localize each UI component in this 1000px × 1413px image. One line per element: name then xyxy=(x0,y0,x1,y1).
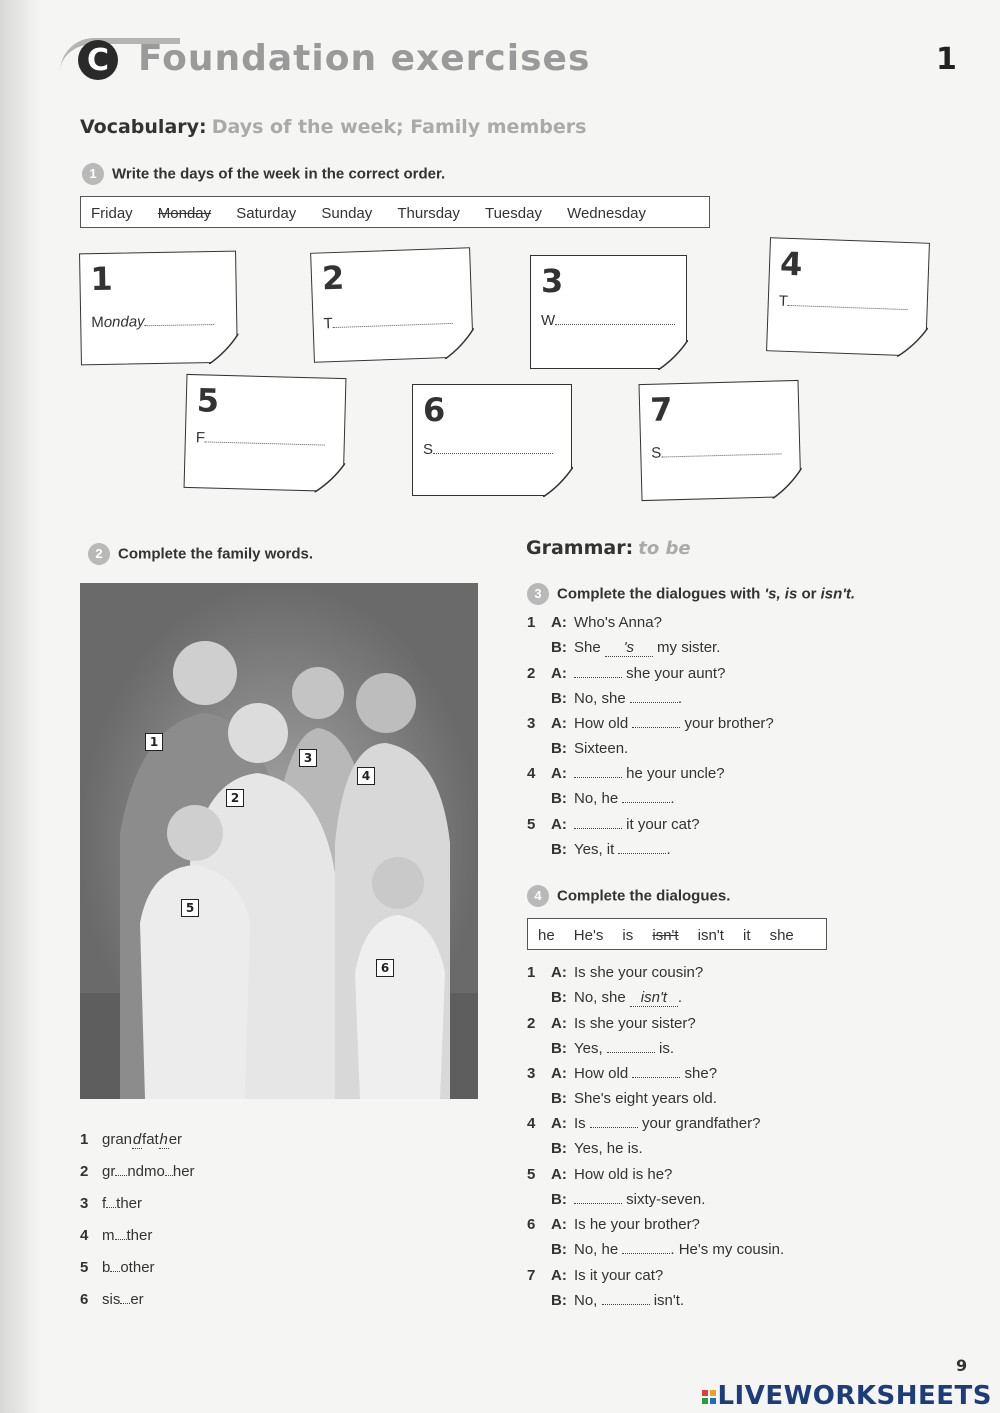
liveworksheets-logo[interactable]: LIVEWORKSHEETS xyxy=(702,1381,992,1411)
vocabulary-heading: Vocabulary: Days of the week; Family members xyxy=(80,116,587,138)
answer-blank[interactable] xyxy=(574,677,622,678)
unit-number: 1 xyxy=(936,42,957,77)
word-tuesday: Tuesday xyxy=(484,205,542,222)
answer-blank[interactable] xyxy=(632,727,680,728)
word-friday: Friday xyxy=(91,205,133,222)
letter-blank[interactable] xyxy=(110,1271,120,1272)
answer-blank[interactable] xyxy=(590,1127,638,1128)
exercise-4-instruction: 4 Complete the dialogues. xyxy=(527,885,730,907)
photo-label-1: 1 xyxy=(145,733,163,751)
exercise-3-dialogues: 1 A: Who's Anna? B: She 's my sister. 2 A: she your aunt? B: No, she . 3 A: How old your brother? B: Sixteen. 4 A: he your uncle? B: No, he . 5 A: it your cat? B: Yes, it . xyxy=(527,614,774,858)
day-answer-input-4[interactable]: T xyxy=(779,293,909,314)
answer-blank[interactable]: isn't xyxy=(630,989,678,1007)
word-monday: Monday xyxy=(157,205,212,222)
days-word-box xyxy=(80,196,710,228)
family-photo xyxy=(80,583,478,1099)
word-thursday: Thursday xyxy=(397,205,460,222)
section-letter-badge: C xyxy=(78,40,118,80)
family-word-1: 1 grandfather xyxy=(80,1131,183,1148)
liveworksheets-icon xyxy=(702,1390,716,1404)
grammar-heading: Grammar: to be xyxy=(526,537,691,559)
exercise-4-dialogues: 1 A: Is she your cousin? B: No, she isn't . 2 A: Is she your sister? B: Yes, is. 3 A: How old she? B: She's eight years old. 4 A: Is your grandfather? B: Yes, he is. 5 A: How old is he? B: sixty-seven. 6 A: Is he your brother? B: No, he . He's my cousin. 7 A: Is it your cat? B: No, isn't. xyxy=(527,964,785,1309)
photo-label-5: 5 xyxy=(181,899,199,917)
day-card-4: 4 T xyxy=(766,237,930,357)
answer-blank[interactable] xyxy=(618,853,666,854)
exercise-number-badge: 3 xyxy=(527,583,549,605)
exercise-1-instruction: 1 Write the days of the week in the correct order. xyxy=(82,163,445,185)
word-wednesday: Wednesday xyxy=(567,205,647,222)
day-answer-input-2[interactable]: T xyxy=(323,311,453,332)
letter-blank[interactable] xyxy=(115,1239,127,1240)
answer-blank[interactable] xyxy=(622,802,670,803)
exercise-3-instruction: 3 Complete the dialogues with 's, is or isn't. xyxy=(527,583,855,605)
day-card-5: 5 F xyxy=(184,374,347,492)
answer-blank[interactable] xyxy=(607,1052,655,1053)
day-card-7: 7 S xyxy=(638,380,801,501)
family-word-5: 5 b other xyxy=(80,1259,155,1276)
exercise-2-instruction: 2 Complete the family words. xyxy=(88,543,313,565)
family-word-2: 2 gr ndmo her xyxy=(80,1163,195,1180)
photo-label-2: 2 xyxy=(226,789,244,807)
exercise-number-badge: 2 xyxy=(88,543,110,565)
exercise-number-badge: 4 xyxy=(527,885,549,907)
day-card-6: 6 S xyxy=(412,384,572,496)
grammar-word-box: he He's is isn't isn't it she xyxy=(527,918,827,950)
page-title: Foundation exercises xyxy=(138,38,591,79)
letter-blank[interactable] xyxy=(165,1175,173,1176)
answer-blank[interactable] xyxy=(574,1203,622,1204)
day-answer-input-7[interactable]: S xyxy=(651,441,781,461)
day-card-2: 2 T xyxy=(310,247,474,363)
family-word-4: 4 m ther xyxy=(80,1227,153,1244)
day-answer-input-6[interactable]: S xyxy=(423,441,553,458)
word-sunday: Sunday xyxy=(321,205,373,222)
photo-label-4: 4 xyxy=(357,767,375,785)
photo-label-6: 6 xyxy=(376,959,394,977)
answer-blank[interactable] xyxy=(632,1077,680,1078)
answer-blank[interactable] xyxy=(574,777,622,778)
day-answer-input-3[interactable]: W xyxy=(541,312,675,329)
letter-blank[interactable]: h xyxy=(159,1131,168,1148)
day-answer-input-5[interactable]: F xyxy=(196,429,326,449)
page-number: 9 xyxy=(956,1356,968,1375)
answer-blank[interactable] xyxy=(574,828,622,829)
letter-blank[interactable] xyxy=(115,1175,127,1176)
day-card-3: 3 W xyxy=(530,255,687,369)
exercise-number-badge: 1 xyxy=(82,163,104,185)
answer-blank[interactable]: 's xyxy=(605,639,653,657)
family-word-6: 6 sis er xyxy=(80,1291,144,1308)
family-word-3: 3 f ther xyxy=(80,1195,143,1212)
word-saturday: Saturday xyxy=(236,205,297,222)
page-binding-shadow xyxy=(0,0,40,1413)
day-answer-input-1[interactable] xyxy=(191,310,225,335)
letter-blank[interactable] xyxy=(106,1207,116,1208)
letter-blank[interactable]: d xyxy=(132,1131,142,1148)
photo-label-3: 3 xyxy=(299,749,317,767)
answer-blank[interactable] xyxy=(602,1304,650,1305)
letter-blank[interactable] xyxy=(120,1303,130,1304)
answer-blank[interactable] xyxy=(630,702,678,703)
answer-blank[interactable] xyxy=(622,1253,670,1254)
day-card-1: 1 Monday xyxy=(79,251,238,366)
